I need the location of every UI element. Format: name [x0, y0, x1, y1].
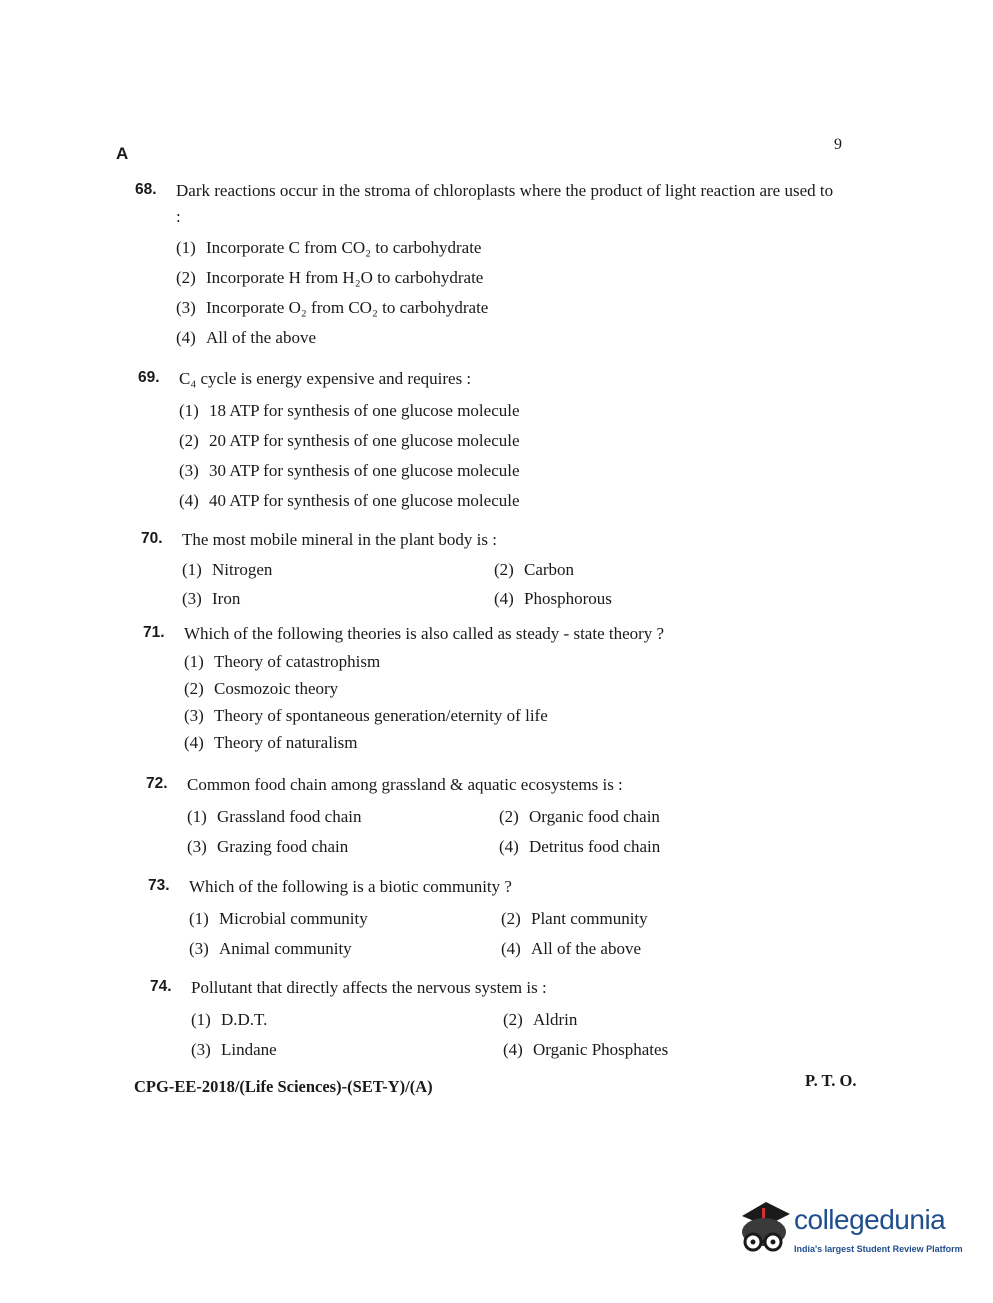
option: (4) All of the above — [176, 328, 316, 347]
question-stem: C₄ cycle is energy expensive and requires : — [179, 369, 472, 388]
set-letter: A — [116, 144, 129, 163]
option: (4) Phosphorous — [494, 588, 612, 608]
question-69 — [138, 366, 859, 516]
option: (3) Iron — [182, 588, 241, 608]
option: (3) Grazing food chain — [187, 836, 349, 856]
page-number: 9 — [834, 136, 842, 153]
question-stem: Common food chain among grassland & aquatic ecosystems is : — [187, 775, 623, 794]
option: (4) Theory of naturalism — [184, 732, 358, 752]
question-68 — [135, 178, 841, 353]
option: (2) Aldrin — [503, 1009, 578, 1029]
collegedunia-logo — [736, 1196, 966, 1266]
option: (2) Organic food chain — [499, 806, 660, 826]
brand-name: collegedunia — [794, 1204, 946, 1235]
question-72 — [146, 772, 867, 862]
option: (4) All of the above — [501, 938, 641, 958]
paper-code: CPG-EE-2018/(Life Sciences)-(SET-Y)/(A) — [134, 1077, 433, 1096]
option: (1) Incorporate C from CO₂ to carbohydrate — [176, 238, 482, 257]
option: (3) 30 ATP for synthesis of one glucose molecule — [179, 460, 520, 480]
option: (1) Nitrogen — [182, 559, 273, 579]
question-stem: The most mobile mineral in the plant body is : — [182, 530, 497, 549]
question-number: 68. — [135, 181, 157, 198]
option: (3) Incorporate O₂ from CO₂ to carbohydrate — [176, 298, 489, 317]
question-number: 69. — [138, 369, 160, 386]
question-70 — [141, 527, 862, 613]
option: (4) 40 ATP for synthesis of one glucose molecule — [179, 490, 520, 510]
option: (1) D.D.T. — [191, 1009, 268, 1029]
question-number: 73. — [148, 877, 170, 894]
option: (3) Lindane — [191, 1039, 277, 1059]
option: (2) Incorporate H from H₂O to carbohydrate — [176, 268, 484, 287]
option: (2) Plant community — [501, 908, 648, 928]
option: (4) Organic Phosphates — [503, 1039, 669, 1059]
option: (3) Animal community — [189, 938, 352, 958]
question-74 — [150, 975, 871, 1065]
question-number: 74. — [150, 978, 172, 995]
mascot-icon — [736, 1198, 792, 1258]
option: (3) Theory of spontaneous generation/eternity of life — [184, 705, 548, 725]
brand-tagline: India's largest Student Review Platform — [794, 1244, 963, 1254]
option: (1) 18 ATP for synthesis of one glucose molecule — [179, 400, 520, 420]
option: (4) Detritus food chain — [499, 836, 661, 856]
option: (1) Grassland food chain — [187, 806, 362, 826]
question-stem: Pollutant that directly affects the nervous system is : — [191, 978, 547, 997]
question-71 — [143, 621, 864, 756]
option: (1) Microbial community — [189, 908, 368, 928]
option: (1) Theory of catastrophism — [184, 651, 381, 671]
option: (2) Carbon — [494, 559, 575, 579]
question-number: 70. — [141, 530, 163, 547]
question-stem: Dark reactions occur in the stroma of chloroplasts where the product of light reaction are used to : — [176, 181, 834, 226]
option: (2) 20 ATP for synthesis of one glucose molecule — [179, 430, 520, 450]
pto-label: P. T. O. — [805, 1071, 857, 1090]
question-number: 72. — [146, 775, 168, 792]
question-number: 71. — [143, 624, 165, 641]
option: (2) Cosmozoic theory — [184, 678, 339, 698]
question-73 — [148, 874, 869, 964]
question-stem: Which of the following theories is also called as steady - state theory ? — [184, 624, 665, 643]
question-stem: Which of the following is a biotic community ? — [189, 877, 512, 896]
